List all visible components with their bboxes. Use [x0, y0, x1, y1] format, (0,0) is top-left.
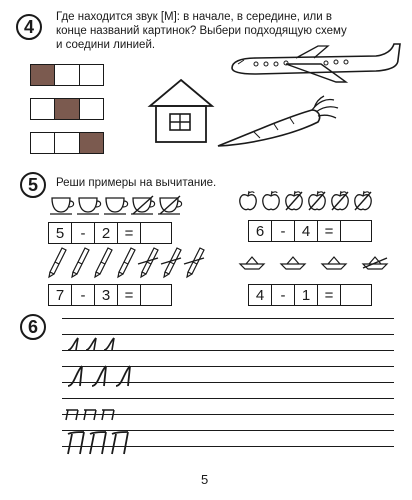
sound-scheme-start[interactable]	[30, 64, 104, 86]
eq-operand-b: 3	[95, 285, 118, 305]
eq-operand-a: 6	[249, 221, 272, 241]
scheme-cell	[55, 133, 79, 153]
scheme-cell	[55, 99, 79, 119]
pencil-crossed-icon	[161, 244, 181, 278]
equation-4	[248, 284, 372, 306]
scheme-cell	[80, 133, 103, 153]
sound-scheme-middle[interactable]	[30, 98, 104, 120]
eq-equals: =	[118, 223, 141, 243]
cup-crossed-icon	[158, 194, 182, 216]
paper-boat-icon	[238, 256, 266, 270]
apple-crossed-icon	[330, 190, 350, 212]
pencil-crossed-icon	[138, 244, 158, 278]
page-number: 5	[201, 472, 209, 487]
boats-row	[238, 256, 399, 270]
equation-2	[248, 220, 372, 242]
apple-icon	[261, 190, 281, 212]
pencil-icon	[92, 244, 112, 278]
apple-crossed-icon	[307, 190, 327, 212]
carrot-picture[interactable]	[214, 96, 340, 152]
handwriting-sample-big-p	[64, 430, 144, 456]
apples-row	[238, 190, 373, 212]
eq-operand-a: 5	[49, 223, 72, 243]
pencil-icon	[115, 244, 135, 278]
equation-3	[48, 284, 172, 306]
eq-equals: =	[118, 285, 141, 305]
airplane-picture[interactable]	[226, 40, 406, 86]
eq-operator: -	[272, 221, 295, 241]
task-4-number: 4	[16, 14, 42, 40]
pencil-crossed-icon	[184, 244, 204, 278]
equation-1	[48, 222, 172, 244]
sound-scheme-end[interactable]	[30, 132, 104, 154]
writing-line	[62, 398, 394, 399]
handwriting-sample-small-p	[64, 408, 124, 422]
eq-operator: -	[72, 285, 95, 305]
apple-crossed-icon	[353, 190, 373, 212]
eq-operand-b: 2	[95, 223, 118, 243]
apple-icon	[238, 190, 258, 212]
eq-equals: =	[318, 285, 341, 305]
paper-boat-icon	[320, 256, 348, 270]
handwriting-sample-small-l	[66, 336, 136, 352]
paper-boat-crossed-icon	[361, 256, 389, 270]
handwriting-sample-big-l	[66, 364, 146, 388]
eq-answer-box[interactable]	[141, 285, 171, 305]
eq-operand-b: 1	[295, 285, 318, 305]
cup-icon	[77, 194, 101, 216]
task-4-line-2: конце названий картинок? Выбери подходящую схему	[56, 25, 347, 37]
writing-line	[62, 334, 394, 335]
scheme-cell	[31, 133, 55, 153]
eq-answer-box[interactable]	[341, 221, 371, 241]
eq-answer-box[interactable]	[341, 285, 371, 305]
eq-answer-box[interactable]	[141, 223, 171, 243]
cups-row	[50, 194, 182, 216]
cup-icon	[104, 194, 128, 216]
scheme-cell	[31, 99, 55, 119]
scheme-cell	[31, 65, 55, 85]
task-5-number: 5	[20, 172, 46, 198]
task-4-line-3: и соедини линией.	[56, 39, 156, 51]
apple-crossed-icon	[284, 190, 304, 212]
cup-crossed-icon	[131, 194, 155, 216]
task-5-instruction: Реши примеры на вычитание.	[56, 177, 217, 189]
cup-icon	[50, 194, 74, 216]
pencil-icon	[69, 244, 89, 278]
eq-operand-a: 7	[49, 285, 72, 305]
task-4-line-1: Где находится звук [М]: в начале, в середине, или в	[56, 11, 332, 23]
eq-operand-a: 4	[249, 285, 272, 305]
eq-equals: =	[318, 221, 341, 241]
house-picture[interactable]	[148, 78, 214, 146]
scheme-cell	[80, 99, 103, 119]
eq-operator: -	[272, 285, 295, 305]
pencil-icon	[46, 244, 66, 278]
scheme-cell	[80, 65, 103, 85]
paper-boat-icon	[279, 256, 307, 270]
pencils-row	[46, 244, 204, 278]
scheme-cell	[55, 65, 79, 85]
writing-line	[62, 318, 394, 319]
eq-operand-b: 4	[295, 221, 318, 241]
eq-operator: -	[72, 223, 95, 243]
task-6-number: 6	[20, 314, 46, 340]
